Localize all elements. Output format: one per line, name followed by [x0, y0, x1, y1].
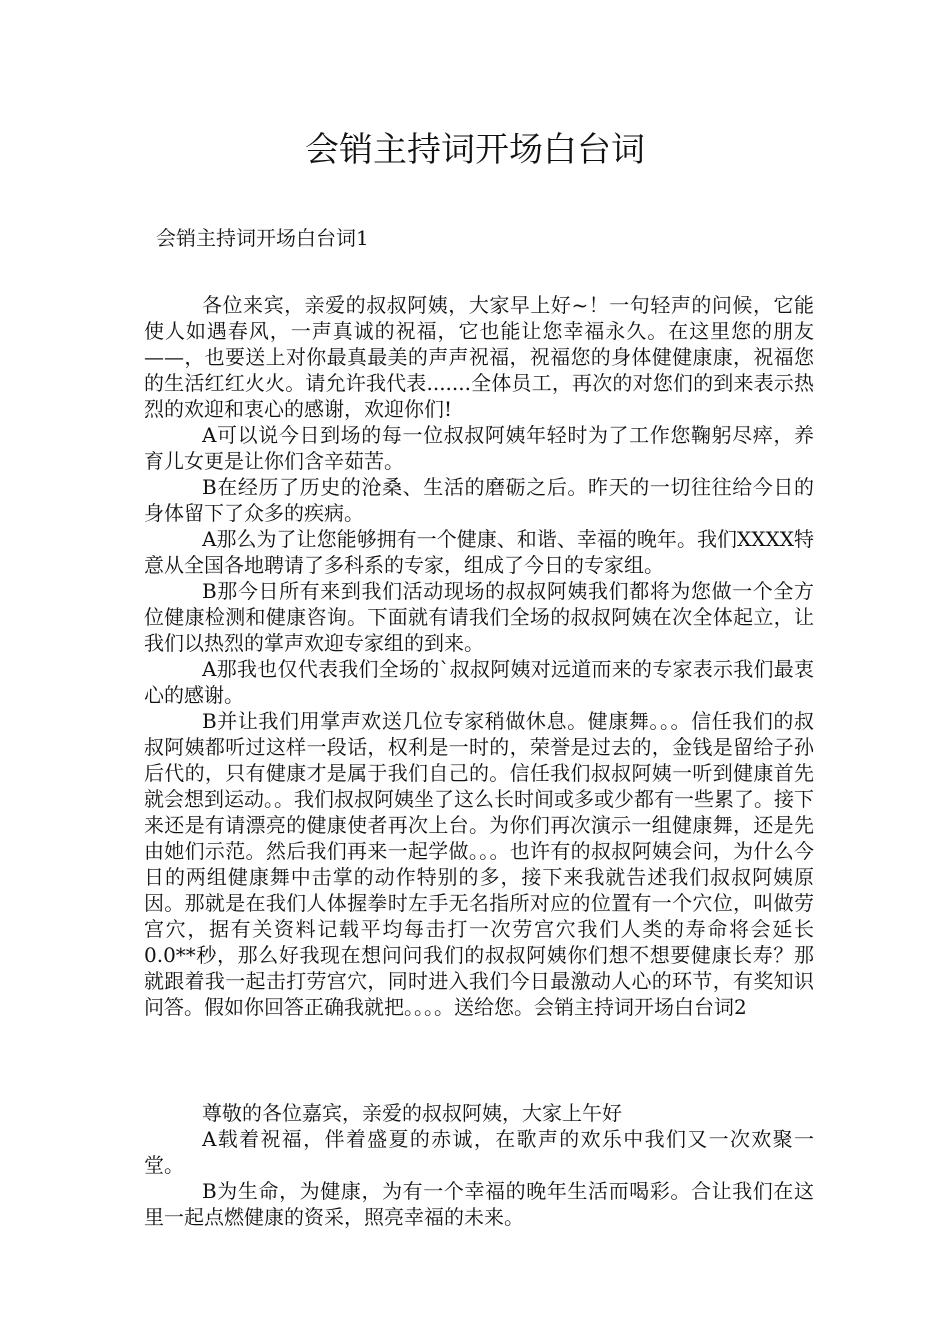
paragraph: A那我也仅代表我们全场的`叔叔阿姨对远道而来的专家表示我们最衷心的感谢。: [144, 657, 814, 707]
paragraph: B为生命，为健康，为有一个幸福的晚年生活而喝彩。合让我们在这里一起点燃健康的资采，照亮幸福的未来。: [144, 1179, 814, 1229]
document-body: [144, 292, 814, 1230]
paragraph: B在经历了历史的沧桑、生活的磨砺之后。昨天的一切往往给今日的身体留下了众多的疾病。: [144, 475, 814, 525]
paragraph: B那今日所有来到我们活动现场的叔叔阿姨我们都将为您做一个全方位健康检测和健康咨询。下面就有请我们全场的叔叔阿姨在次全体起立，让我们以热烈的掌声欢迎专家组的到来。: [144, 579, 814, 655]
paragraph: 各位来宾，亲爱的叔叔阿姨，大家早上好~！一句轻声的问候，它能使人如遇春风，一声真诚的祝福，它也能让您幸福永久。在这里您的朋友——，也要送上对你最真最美的声声祝福，祝福您的身体健健康康，祝福您的生活红红火火。请允许我代表.......全体员工，再次的对您们的到来表示热烈的欢迎和衷心的感谢，欢迎你们!: [144, 293, 814, 421]
paragraph: A可以说今日到场的每一位叔叔阿姨年轻时为了工作您鞠躬尽瘁，养育儿女更是让你们含辛茹苦。: [144, 423, 814, 473]
document-title: 会销主持词开场白台词: [305, 130, 645, 170]
paragraph: 尊敬的各位嘉宾，亲爱的叔叔阿姨，大家上午好: [202, 1101, 622, 1125]
paragraph: A那么为了让您能够拥有一个健康、和谐、幸福的晚年。我们XXXX特意从全国各地聘请了多科系的专家，组成了今日的专家组。: [144, 527, 814, 577]
paragraph: B并让我们用掌声欢送几位专家稍做休息。健康舞。。。信任我们的叔叔阿姨都听过这样一段话，权利是一时的，荣誉是过去的，金钱是留给子孙后代的，只有健康才是属于我们自己的。信任我们叔叔阿姨一听到健康首先就会想到运动。。我们叔叔阿姨坐了这么长时间或多或少都有一些累了。接下来还是有请漂亮的健康使者再次上台。为你们再次演示一组健康舞，还是先由她们示范。然后我们再来一起学做。。。也许有的叔叔阿姨会问，为什么今日的两组健康舞中击掌的动作特别的多，接下来我就告述我们叔叔阿姨原因。那就是在我们人体握拳时左手无名指所对应的位置有一个穴位，叫做劳宫穴，据有关资料记载平均每击打一次劳宫穴我们人类的寿命将会延长0.0**秒，那么好我现在想问问我们的叔叔阿姨你们想不想要健康长寿？那就跟着我一起击打劳宫穴，同时进入我们今日最激动人心的环节，有奖知识问答。假如你回答正确我就把。。。。送给您。会销主持词开场白台词2: [144, 709, 814, 1019]
paragraph: A载着祝福，伴着盛夏的赤诚，在歌声的欢乐中我们又一次欢聚一堂。: [144, 1127, 814, 1177]
section-heading: 会销主持词开场白台词1: [156, 226, 369, 250]
